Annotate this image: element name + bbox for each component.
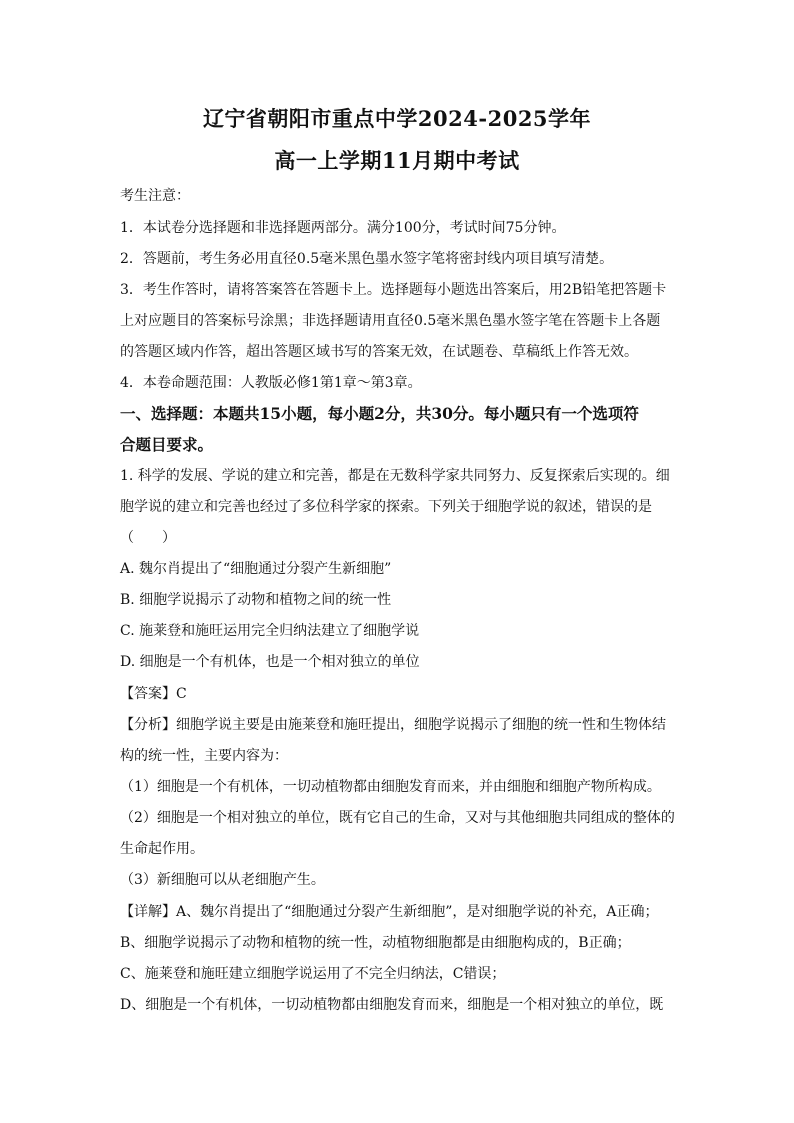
analysis-point-2: （2）细胞是一个相对独立的单位，既有它自己的生命，又对与其他细胞共同组成的整体的 [120,810,675,826]
notice-item-3-cont: 的答题区域内作答，超出答题区域书写的答案无效，在试题卷、草稿纸上作答无效。 [120,344,638,360]
detail-a: 【详解】A、魏尔肖提出了“细胞通过分裂产生新细胞”，是对细胞学说的补充，A正确； [120,904,659,920]
option-d: D. 细胞是一个有机体，也是一个相对独立的单位 [120,654,420,670]
notice-item-3-cont: 上对应题目的答案标号涂黑；非选择题请用直径0.5毫米黑色墨水签字笔在答题卡上各题 [120,313,661,329]
detail-b: B、细胞学说揭示了动物和植物的统一性，动植物细胞都是由细胞构成的，B正确； [120,935,631,951]
analysis-point-1: （1）细胞是一个有机体，一切动植物都由细胞发育而来，并由细胞和细胞产物所构成。 [120,779,661,795]
option-a: A. 魏尔肖提出了“细胞通过分裂产生新细胞” [120,561,392,577]
notice-item-1: 1．本试卷分选择题和非选择题两部分。满分100分，考试时间75分钟。 [120,220,566,236]
detail-c: C、施莱登和施旺建立细胞学说运用了不完全归纳法，C错误； [120,966,506,982]
question-stem-cont: 胞学说的建立和完善也经过了多位科学家的探索。下列关于细胞学说的叙述，错误的是 [120,499,652,515]
analysis-point-3: （3）新细胞可以从老细胞产生。 [120,872,325,888]
question-stem-blank: （ ） [120,530,176,546]
option-b: B. 细胞学说揭示了动物和植物之间的统一性 [120,592,392,608]
exam-title: 辽宁省朝阳市重点中学2024-2025学年 [202,106,592,131]
answer: 【答案】C [120,686,187,702]
exam-subtitle: 高一上学期11月期中考试 [274,148,520,173]
analysis: 【分析】细胞学说主要是由施莱登和施旺提出，细胞学说揭示了细胞的统一性和生物体结 [120,717,666,733]
notice-item-4: 4．本卷命题范围：人教版必修1第1章～第3章。 [120,375,422,391]
detail-d: D、细胞是一个有机体，一切动植物都由细胞发育而来，细胞是一个相对独立的单位，既 [120,997,664,1013]
question-stem: 1. 科学的发展、学说的建立和完善，都是在无数科学家共同努力、反复探索后实现的。细 [120,468,670,484]
section-heading-cont: 合题目要求。 [120,435,214,454]
option-c: C. 施莱登和施旺运用完全归纳法建立了细胞学说 [120,623,420,639]
notice-heading: 考生注意： [120,188,190,204]
analysis-cont: 构的统一性，主要内容为： [120,748,288,764]
notice-item-2: 2．答题前，考生务必用直径0.5毫米黑色墨水签字笔将密封线内项目填写清楚。 [120,251,614,267]
notice-item-3: 3．考生作答时，请将答案答在答题卡上。选择题每小题选出答案后，用2B铅笔把答题卡 [120,282,667,298]
section-heading: 一、选择题：本题共15小题，每小题2分，共30分。每小题只有一个选项符 [120,404,639,423]
analysis-point-2-cont: 生命起作用。 [120,841,204,857]
